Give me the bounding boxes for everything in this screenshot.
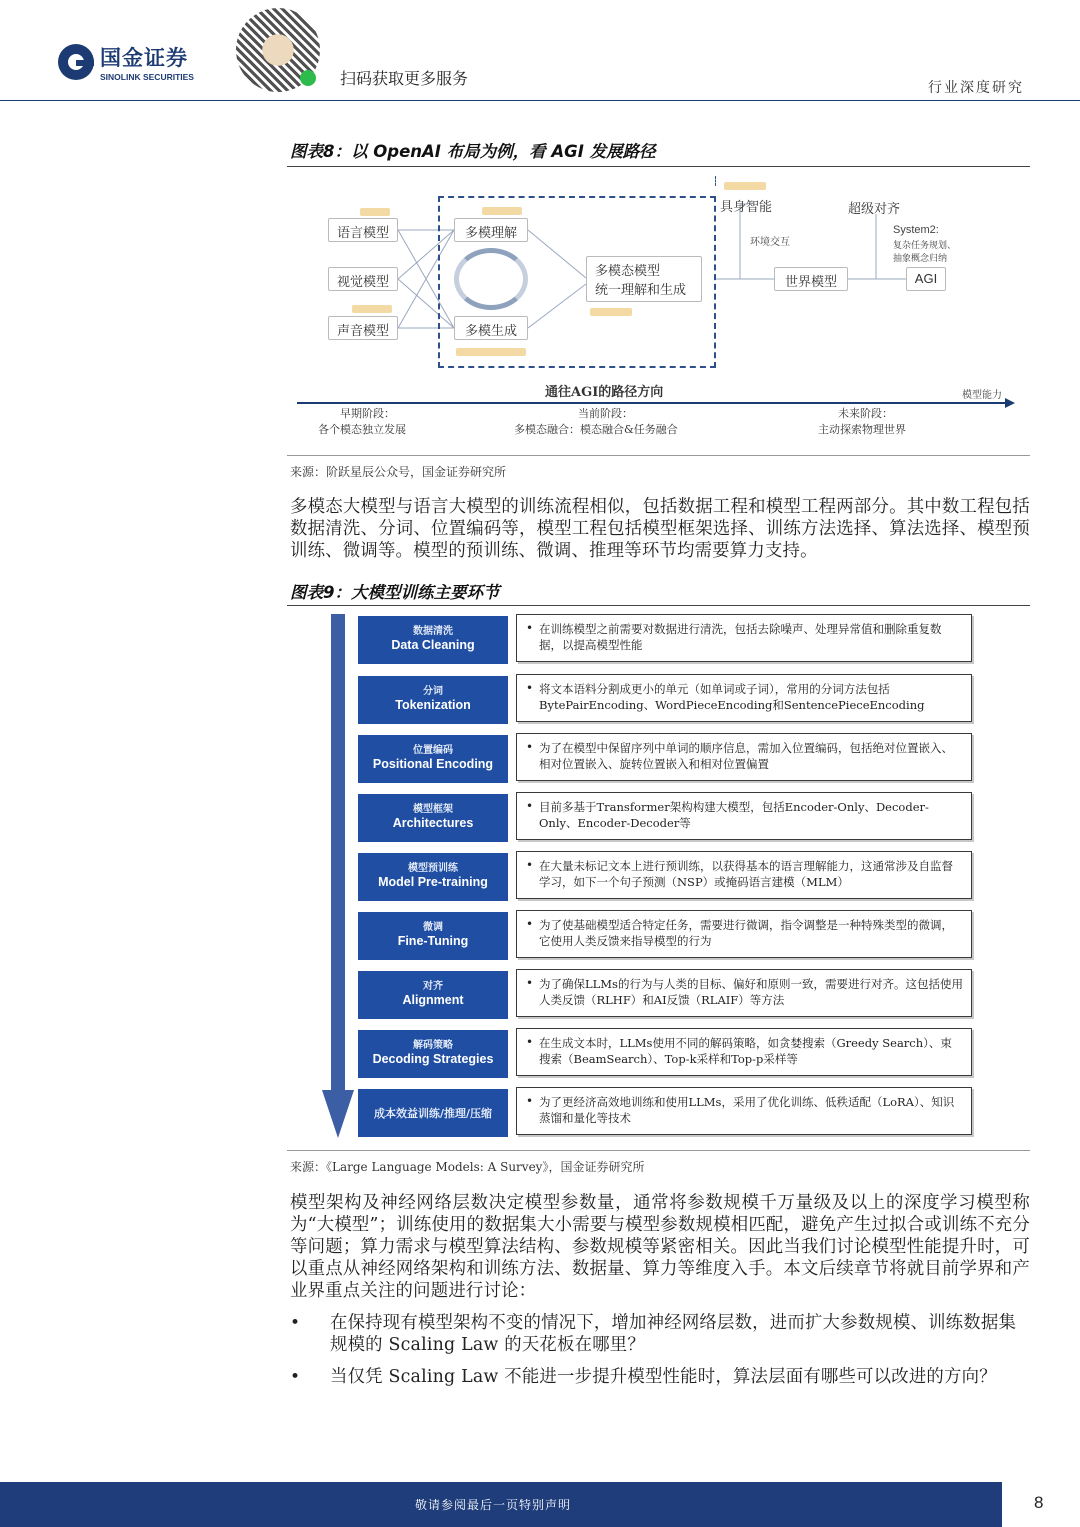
step-en-label: Tokenization bbox=[395, 698, 471, 712]
tag-highlight bbox=[352, 305, 392, 313]
box-multimodal-generation: 多模生成 bbox=[454, 316, 528, 340]
step-cn-label: 模型预训练 bbox=[408, 863, 458, 874]
logo-en-text: SINOLINK SECURITIES bbox=[100, 72, 194, 82]
step-en-label: Alignment bbox=[402, 993, 464, 1007]
step-en-label: Data Cleaning bbox=[391, 638, 475, 652]
box-world-model: 世界模型 bbox=[774, 267, 848, 291]
tag-highlight bbox=[456, 348, 526, 356]
box-language-model: 语言模型 bbox=[328, 218, 398, 242]
step-box bbox=[358, 971, 508, 1019]
stage1-label: 早期阶段： bbox=[340, 407, 395, 420]
step-box bbox=[358, 735, 508, 783]
box-multimodal-understanding: 多模理解 bbox=[454, 218, 528, 242]
step-description: • 将文本语料分割成更小的单元（如单词或子词），常用的分词方法包括BytePairEncoding、WordPieceEncoding和SentencePieceEncoding bbox=[516, 674, 972, 722]
step-description: • 在大量未标记文本上进行预训练，以获得基本的语言理解能力，这通常涉及自监督学习，如下一个句子预测（NSP）或掩码语言建模（MLM） bbox=[516, 851, 972, 899]
bullet-item-2: 当仅凭 Scaling Law 不能进一步提升模型性能时，算法层面有哪些可以改进的方向？ bbox=[330, 1367, 997, 1387]
label-system2: System2: bbox=[893, 224, 939, 236]
step-description: • 在生成文本时，LLMs使用不同的解码策略，如贪婪搜索（Greedy Search）、束搜索（BeamSearch）、Top-k采样和Top-p采样等 bbox=[516, 1028, 972, 1076]
box-unified-multimodal bbox=[586, 256, 702, 302]
tag-highlight bbox=[590, 308, 632, 316]
step-description: • 为了更经济高效地训练和使用LLMs，采用了优化训练、低秩适配（LoRA）、知识蒸馏和量化等技术 bbox=[516, 1087, 972, 1135]
stage3-label: 未来阶段： bbox=[838, 407, 893, 420]
figure9-title: 图表9：大模型训练主要环节 bbox=[290, 583, 500, 602]
cycle-arrows-icon bbox=[454, 248, 528, 310]
step-cn-label: 分词 bbox=[423, 686, 443, 697]
step-en-label: Fine-Tuning bbox=[397, 934, 469, 948]
tag-highlight bbox=[724, 182, 766, 190]
figure8-bottom-rule bbox=[287, 455, 1030, 456]
logo-cn-text: 国金证券 bbox=[100, 46, 188, 70]
step-cn-label: 微调 bbox=[423, 922, 443, 933]
step-en-label: Model Pre-training bbox=[378, 875, 488, 889]
label-model-capability: 模型能力 bbox=[962, 390, 1002, 401]
step-description: • 为了在模型中保留序列中单词的顺序信息，需加入位置编码，包括绝对位置嵌入、相对位置嵌入、旋转位置嵌入和相对位置偏置 bbox=[516, 733, 972, 781]
dashed-marker bbox=[715, 176, 716, 186]
bullet-marker: • bbox=[290, 1367, 301, 1387]
tag-highlight bbox=[360, 208, 390, 216]
unified-line2: 统一理解和生成 bbox=[595, 283, 687, 298]
report-type-label: 行业深度研究 bbox=[928, 80, 1024, 96]
step-description: • 为了使基础模型适合特定任务，需要进行微调，指令调整是一种特殊类型的微调，它使用人类反馈来指导模型的行为 bbox=[516, 910, 972, 958]
scan-prompt: 扫码获取更多服务 bbox=[340, 69, 469, 88]
path-direction-title: 通往AGI的路径方向 bbox=[545, 385, 664, 400]
paragraph-1: 多模态大模型与语言大模型的训练流程相似，包括数据工程和模型工程两部分。其中数工程包括数据清洗、分词、位置编码等，模型工程包括模型框架选择、训练方法选择、算法选择、模型预训练、微调等。模型的预训练、微调、推理等环节均需要算力支持。 bbox=[290, 497, 1030, 561]
step-en-label: Decoding Strategies bbox=[372, 1052, 494, 1066]
step-cn-label: 位置编码 bbox=[413, 745, 453, 756]
step-box bbox=[358, 853, 508, 901]
figure9-source: 来源：《Large Language Models: A Survey》，国金证券研究所 bbox=[290, 1160, 645, 1174]
label-superalignment: 超级对齐 bbox=[848, 202, 901, 217]
stage2-label: 当前阶段： bbox=[578, 407, 633, 420]
timeline-axis bbox=[297, 402, 1007, 404]
label-embodied: 具身智能 bbox=[720, 200, 773, 215]
step-box bbox=[358, 912, 508, 960]
label-system2-line2: 复杂任务规划、 bbox=[893, 241, 957, 251]
figure9-top-rule bbox=[287, 605, 1030, 606]
box-audio-model: 声音模型 bbox=[328, 316, 398, 340]
step-description: • 目前多基于Transformer架构构建大模型，包括Encoder-Only、Decoder-Only、Encoder-Decoder等 bbox=[516, 792, 972, 840]
step-en-label: Architectures bbox=[392, 816, 474, 830]
timeline-arrow-icon bbox=[1005, 398, 1015, 408]
step-box bbox=[358, 616, 508, 664]
paragraph-2: 模型架构及神经网络层数决定模型参数量，通常将参数规模千万量级及以上的深度学习模型称为“大模型”；训练使用的数据集大小需要与模型参数规模相匹配，避免产生过拟合或训练不充分等问题；算力需求与模型算法结构、参数规模等紧密相关。因此当我们讨论模型性能提升时，可以重点从神经网络架构和训练方法、数据量、算力等维度入手。本文后续章节将就目前学界和产业界重点关注的问题进行讨论： bbox=[290, 1193, 1030, 1301]
step-box bbox=[358, 676, 508, 724]
step-description: • 在训练模型之前需要对数据进行清洗，包括去除噪声、处理异常值和删除重复数据，以提高模型性能 bbox=[516, 614, 972, 662]
process-arrow-head-icon bbox=[322, 1090, 354, 1138]
box-agi: AGI bbox=[906, 267, 946, 291]
step-cn-label: 对齐 bbox=[423, 981, 443, 992]
step-en-label: Positional Encoding bbox=[372, 757, 494, 771]
bullet-item-1: 在保持现有模型架构不变的情况下，增加神经网络层数，进而扩大参数规模、训练数据集规模的 Scaling Law 的天花板在哪里？ bbox=[330, 1313, 1017, 1355]
step-cn-label: 解码策略 bbox=[413, 1040, 453, 1051]
stage2-desc: 多模态融合：模态融合&任务融合 bbox=[514, 423, 678, 436]
step-box bbox=[358, 1030, 508, 1078]
step-description: • 为了确保LLMs的行为与人类的目标、偏好和原则一致，需要进行对齐。这包括使用人类反馈（RLHF）和AI反馈（RLAIF）等方法 bbox=[516, 969, 972, 1017]
step-box bbox=[358, 1089, 508, 1137]
bullet-marker: • bbox=[290, 1313, 301, 1333]
footer-disclaimer[interactable]: 敬请参阅最后一页特别声明 bbox=[415, 1498, 572, 1512]
step-cn-label: 模型框架 bbox=[413, 804, 453, 815]
step-box bbox=[358, 794, 508, 842]
step-cn-label: 数据清洗 bbox=[413, 626, 453, 637]
label-system2-line3: 抽象概念归纳 bbox=[893, 254, 948, 264]
figure8-title: 图表8：以 OpenAI 布局为例，看 AGI 发展路径 bbox=[290, 142, 656, 161]
stage3-desc: 主动探索物理世界 bbox=[818, 423, 906, 436]
label-env-interaction: 环境交互 bbox=[750, 237, 790, 248]
figure9-bottom-rule bbox=[287, 1150, 1030, 1151]
process-arrow-shaft bbox=[331, 614, 345, 1094]
tag-highlight bbox=[482, 207, 522, 215]
unified-line1: 多模态模型 bbox=[595, 264, 661, 279]
step-cn-label: 成本效益训练/推理/压缩 bbox=[373, 1107, 493, 1120]
figure8-source: 来源：阶跃星辰公众号，国金证券研究所 bbox=[290, 465, 507, 479]
box-vision-model: 视觉模型 bbox=[328, 267, 398, 291]
stage1-desc: 各个模态独立发展 bbox=[318, 423, 406, 436]
page-number: 8 bbox=[1034, 1493, 1044, 1512]
